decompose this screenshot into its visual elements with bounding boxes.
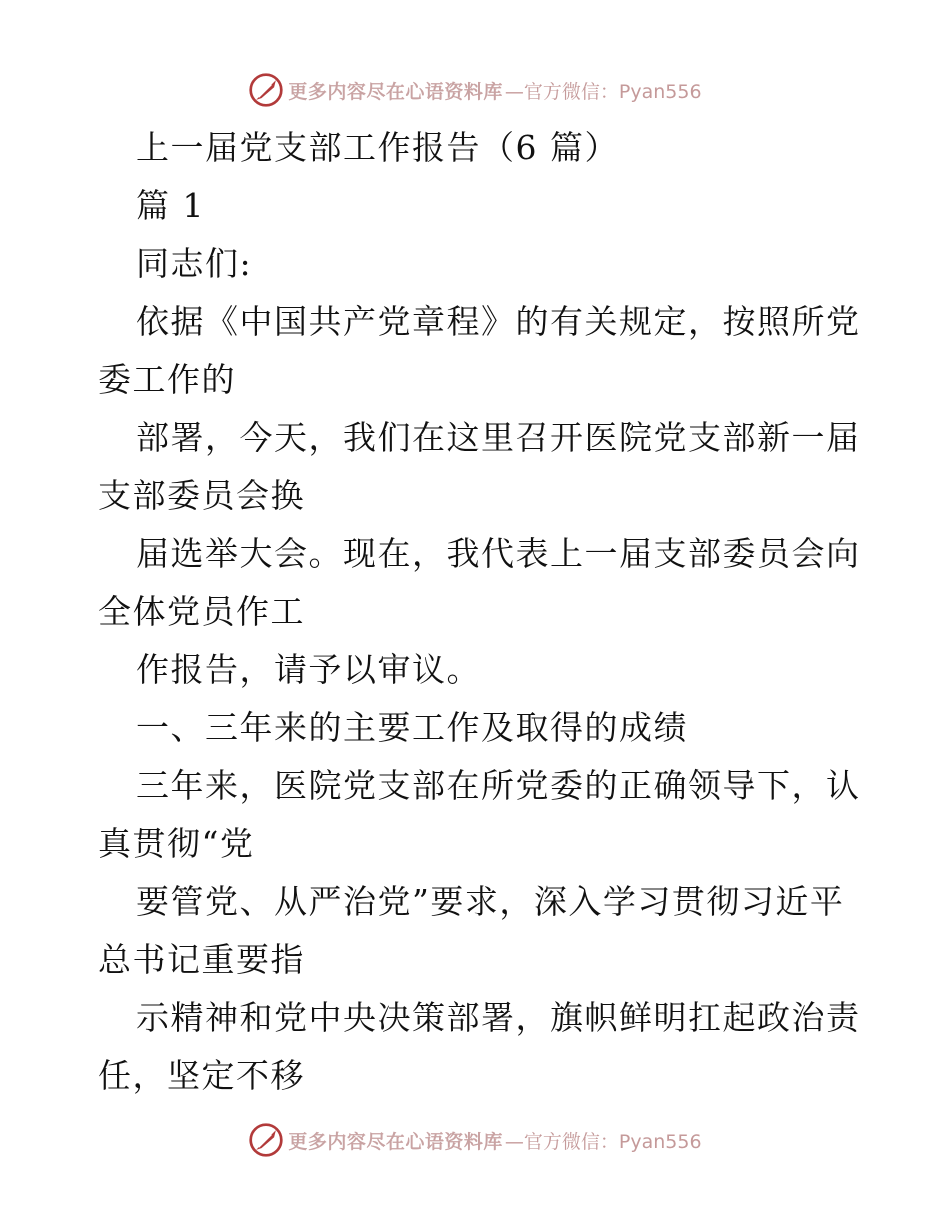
paragraph-line: 届选举大会。现在，我代表上一届支部委员会向 [136, 534, 861, 573]
paragraph-line: 支部委员会换 [98, 476, 305, 515]
watermark-wechat: —官方微信：Pyan556 [504, 80, 702, 103]
footer-watermark [0, 1120, 950, 1160]
paragraph-line: 三年来，医院党支部在所党委的正确领导下，认 [136, 766, 861, 805]
paragraph-line: 作报告，请予以审议。 [136, 650, 481, 689]
subsection-heading: 一、三年来的主要工作及取得的成绩 [136, 708, 688, 747]
paragraph-line: 委工作的 [98, 360, 236, 399]
paragraph-line: 部署，今天，我们在这里召开医院党支部新一届 [136, 418, 861, 457]
paragraph-line: 总书记重要指 [98, 940, 305, 979]
watermark-site-name: 更多内容尽在心语资料库 [288, 1130, 503, 1153]
quill-pen-logo-icon [248, 1122, 284, 1158]
paragraph-line: 真贯彻“党 [98, 824, 255, 863]
document-title: 上一届党支部工作报告（6 篇） [136, 128, 619, 167]
paragraph-line: 任，坚定不移 [98, 1056, 305, 1095]
salutation: 同志们: [136, 244, 253, 283]
paragraph-line: 示精神和党中央决策部署，旗帜鲜明扛起政治责 [136, 998, 861, 1037]
paragraph-line: 要管党、从严治党”要求，深入学习贯彻习近平 [136, 882, 845, 921]
paragraph-line: 全体党员作工 [98, 592, 305, 631]
watermark-site-name: 更多内容尽在心语资料库 [288, 80, 503, 103]
watermark-wechat: —官方微信：Pyan556 [504, 1130, 702, 1153]
section-heading: 篇 1 [136, 186, 205, 225]
paragraph-line: 依据《中国共产党章程》的有关规定，按照所党 [136, 302, 861, 341]
